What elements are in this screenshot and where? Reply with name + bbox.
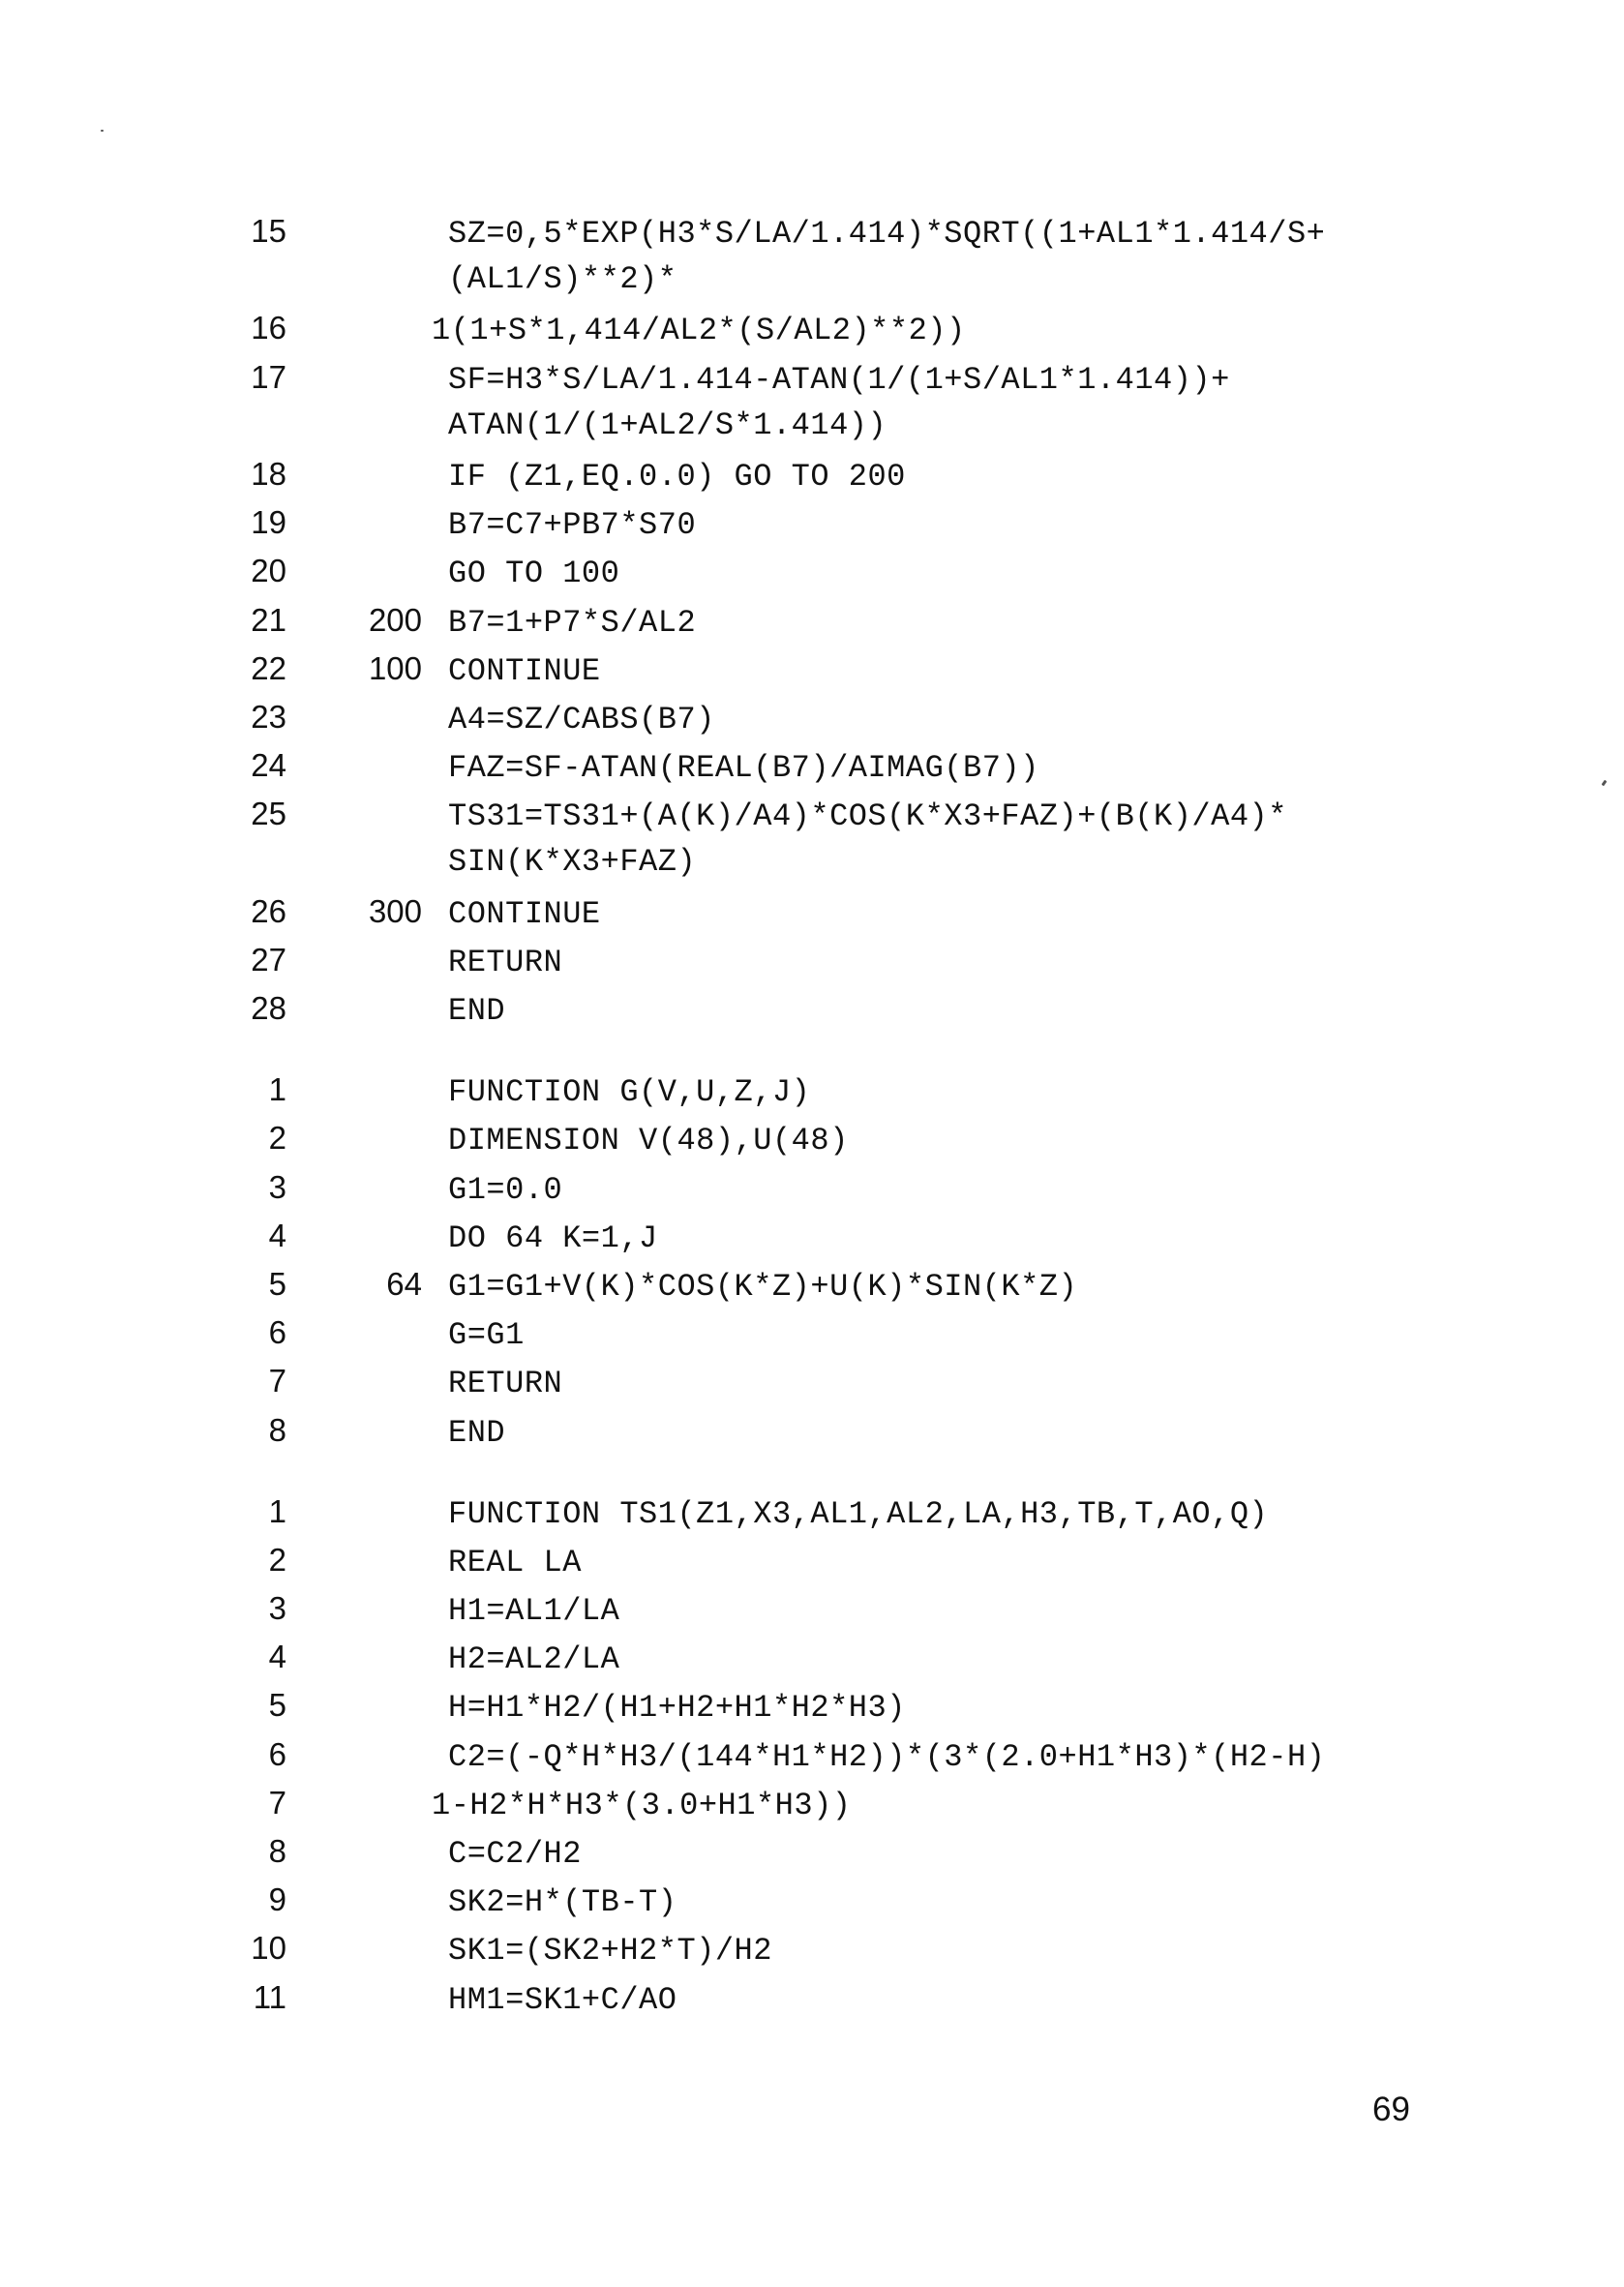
code-line bbox=[228, 1827, 1448, 1876]
line-number: 9 bbox=[268, 1881, 286, 1918]
code-text: H=H1*H2/(H1+H2+H1*H2*H3) bbox=[448, 1690, 906, 1727]
line-number: 26 bbox=[251, 892, 286, 929]
code-text: H1=AL1/LA bbox=[448, 1593, 620, 1630]
code-text: FUNCTION TS1(Z1,X3,AL1,AL2,LA,H3,TB,T,AO,Q) bbox=[448, 1495, 1269, 1532]
line-number: 10 bbox=[251, 1930, 286, 1967]
line-number: 8 bbox=[268, 1411, 286, 1448]
code-line bbox=[228, 693, 1448, 741]
code-line bbox=[228, 353, 1448, 402]
code-text: SK2=H*(TB-T) bbox=[448, 1884, 677, 1921]
code-line bbox=[228, 1212, 1448, 1260]
code-line bbox=[228, 1876, 1448, 1924]
line-number: 2 bbox=[268, 1120, 286, 1157]
code-text: A4=SZ/CABS(B7) bbox=[448, 701, 715, 737]
scan-speck bbox=[101, 130, 104, 132]
code-text: GO TO 100 bbox=[448, 556, 620, 592]
code-text: SIN(K*X3+FAZ) bbox=[448, 844, 697, 881]
line-number: 28 bbox=[251, 990, 286, 1026]
statement-label: 300 bbox=[368, 892, 422, 929]
line-number: 19 bbox=[251, 504, 286, 541]
line-number: 8 bbox=[268, 1833, 286, 1869]
line-number: 7 bbox=[268, 1363, 286, 1399]
code-text: RETURN bbox=[448, 1366, 563, 1402]
code-line bbox=[228, 838, 1448, 887]
code-line bbox=[228, 1163, 1448, 1212]
line-number: 6 bbox=[268, 1314, 286, 1351]
line-number: 27 bbox=[251, 941, 286, 978]
code-text: G1=G1+V(K)*COS(K*Z)+U(K)*SIN(K*Z) bbox=[448, 1268, 1078, 1305]
code-text: C=C2/H2 bbox=[448, 1836, 582, 1872]
code-text: HM1=SK1+C/AO bbox=[448, 1981, 677, 2018]
code-line bbox=[228, 1779, 1448, 1827]
code-text: SZ=0,5*EXP(H3*S/LA/1.414)*SQRT((1+AL1*1.414/S+ bbox=[448, 216, 1326, 252]
code-line bbox=[228, 1536, 1448, 1584]
code-line bbox=[228, 1973, 1448, 2022]
code-line bbox=[228, 596, 1448, 645]
code-text: (AL1/S)**2)* bbox=[448, 261, 677, 298]
code-text: SK1=(SK2+H2*T)/H2 bbox=[448, 1933, 772, 1970]
line-number: 11 bbox=[253, 1978, 286, 2015]
code-text: FUNCTION G(V,U,Z,J) bbox=[448, 1074, 811, 1111]
code-text: G1=0.0 bbox=[448, 1171, 563, 1208]
code-block bbox=[228, 207, 1448, 1033]
code-text: DO 64 K=1,J bbox=[448, 1219, 658, 1256]
code-text: TS31=TS31+(A(K)/A4)*COS(K*X3+FAZ)+(B(K)/A4)* bbox=[448, 798, 1287, 835]
code-text: FAZ=SF-ATAN(REAL(B7)/AIMAG(B7)) bbox=[448, 750, 1039, 787]
line-number: 2 bbox=[268, 1541, 286, 1578]
line-number: 25 bbox=[251, 796, 286, 832]
code-line bbox=[228, 402, 1448, 450]
code-text: ATAN(1/(1+AL2/S*1.414)) bbox=[448, 406, 887, 443]
code-text: IF (Z1,EQ.0.0) GO TO 200 bbox=[448, 458, 906, 495]
code-line bbox=[228, 1357, 1448, 1405]
code-line bbox=[228, 207, 1448, 256]
statement-label: 200 bbox=[368, 601, 422, 638]
code-line bbox=[228, 1406, 1448, 1455]
line-number: 6 bbox=[268, 1735, 286, 1772]
line-number: 1 bbox=[268, 1492, 286, 1529]
code-line bbox=[228, 498, 1448, 547]
scan-speck bbox=[1602, 780, 1608, 787]
code-line bbox=[228, 256, 1448, 304]
code-line bbox=[228, 1681, 1448, 1730]
line-number: 16 bbox=[251, 310, 286, 346]
code-text: H2=AL2/LA bbox=[448, 1641, 620, 1678]
code-line bbox=[228, 1309, 1448, 1357]
code-line bbox=[228, 1066, 1448, 1114]
line-number: 3 bbox=[268, 1590, 286, 1627]
code-line bbox=[228, 1730, 1448, 1779]
code-line bbox=[228, 450, 1448, 498]
code-text: B7=1+P7*S/AL2 bbox=[448, 604, 697, 641]
code-listing bbox=[228, 207, 1448, 2022]
line-number: 17 bbox=[251, 358, 286, 395]
line-number: 7 bbox=[268, 1784, 286, 1821]
line-number: 21 bbox=[251, 601, 286, 638]
statement-label: 100 bbox=[368, 649, 422, 686]
code-text: G=G1 bbox=[448, 1317, 525, 1354]
code-line bbox=[228, 1633, 1448, 1681]
code-text: RETURN bbox=[448, 944, 563, 980]
line-number: 22 bbox=[251, 649, 286, 686]
line-number: 3 bbox=[268, 1168, 286, 1205]
statement-label: 64 bbox=[386, 1265, 422, 1302]
code-line bbox=[228, 1260, 1448, 1309]
code-line bbox=[228, 888, 1448, 936]
code-text: END bbox=[448, 993, 506, 1029]
code-block bbox=[228, 1488, 1448, 2022]
code-text: CONTINUE bbox=[448, 652, 601, 689]
code-line bbox=[228, 304, 1448, 352]
code-line bbox=[228, 1488, 1448, 1536]
code-text: 1-H2*H*H3*(3.0+H1*H3)) bbox=[432, 1787, 852, 1823]
code-block bbox=[228, 1066, 1448, 1455]
line-number: 18 bbox=[251, 455, 286, 492]
line-number: 1 bbox=[268, 1071, 286, 1108]
code-text: END bbox=[448, 1414, 506, 1451]
code-line bbox=[228, 936, 1448, 984]
code-text: B7=C7+PB7*S70 bbox=[448, 507, 697, 544]
code-line bbox=[228, 1924, 1448, 1972]
code-text: DIMENSION V(48),U(48) bbox=[448, 1123, 849, 1159]
code-text: C2=(-Q*H*H3/(144*H1*H2))*(3*(2.0+H1*H3)*(H2-H) bbox=[448, 1738, 1326, 1775]
line-number: 20 bbox=[251, 553, 286, 589]
code-line bbox=[228, 1114, 1448, 1162]
line-number: 5 bbox=[268, 1265, 286, 1302]
line-number: 24 bbox=[251, 747, 286, 784]
code-text: CONTINUE bbox=[448, 895, 601, 932]
code-text: REAL LA bbox=[448, 1544, 582, 1580]
line-number: 5 bbox=[268, 1687, 286, 1724]
code-line bbox=[228, 790, 1448, 838]
code-line bbox=[228, 547, 1448, 595]
code-line bbox=[228, 1584, 1448, 1633]
code-line bbox=[228, 645, 1448, 693]
code-text: SF=H3*S/LA/1.414-ATAN(1/(1+S/AL1*1.414))+ bbox=[448, 361, 1230, 398]
line-number: 23 bbox=[251, 698, 286, 735]
line-number: 4 bbox=[268, 1639, 286, 1675]
page-number: 69 bbox=[1372, 2091, 1410, 2128]
code-line bbox=[228, 741, 1448, 790]
line-number: 15 bbox=[251, 213, 286, 249]
line-number: 4 bbox=[268, 1217, 286, 1253]
code-line bbox=[228, 984, 1448, 1033]
code-text: 1(1+S*1,414/AL2*(S/AL2)**2)) bbox=[432, 313, 966, 349]
